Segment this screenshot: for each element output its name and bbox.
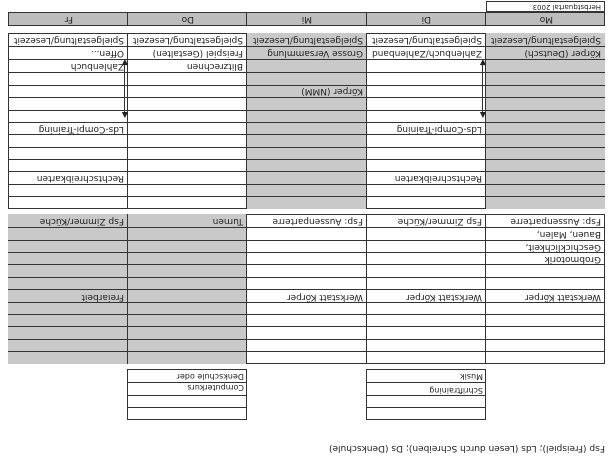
top-box-di-line-2: Schriftraining	[429, 386, 483, 395]
row2-fr: Offen...	[90, 48, 124, 58]
lds-compi-fr: Lds-Compi-Training	[38, 124, 124, 134]
row1-mi: Spielgestaltung/Lesezeit	[252, 35, 363, 45]
afternoon-mo: Fsp: Aussenparterre	[510, 216, 601, 226]
rechtschreib-di: Rechtschreibkarten	[394, 173, 482, 183]
koerper-nmm: Körper (NMM)	[301, 86, 363, 96]
arrowhead-di-bottom-icon: ▼	[479, 58, 486, 67]
mo-extra-3: Grobmotorik	[544, 254, 601, 264]
row1-do: Spielgestaltung/Lesezeit	[132, 35, 243, 45]
afternoon-fr: Fsp Zimmer/Küche	[39, 216, 124, 226]
top-box-di-line-1: Musik	[460, 372, 483, 381]
mo-extra-2: Geschicklichkeit,	[525, 242, 601, 252]
werkstatt-mi: Werkstatt Körper	[286, 292, 363, 302]
arrowhead-fr-bottom-icon: ▼	[121, 58, 128, 67]
arrowhead-fr-icon: ▲	[121, 111, 128, 120]
zahlenbuch-fr: Zahlenbuch	[70, 61, 124, 71]
afternoon-mi: Fsp: Aussenparterre	[272, 216, 363, 226]
row2-do: Freispiel (Gestalten)	[152, 48, 243, 58]
arrow-fr	[124, 63, 125, 115]
day-di: Di	[421, 14, 431, 24]
day-fr: Fr	[64, 14, 73, 24]
document-title: Fsp (Freispiel); Lds (Lesen durch Schreiben); Ds (Denkschule)	[329, 443, 605, 453]
day-do: Do	[181, 14, 194, 24]
top-box-do-line-1: Denkschule oder	[176, 372, 244, 381]
row2-mo: Körper (Deutsch)	[524, 48, 601, 58]
row1-fr: Spielgestaltung/Lesezeit	[13, 35, 124, 45]
arrow-di	[482, 63, 483, 115]
blitzrechnen-do: Blitzrechnen	[186, 61, 243, 71]
arrowhead-di-icon: ▲	[479, 111, 486, 120]
row2-mi: Grosse Versammlung	[267, 48, 363, 58]
afternoon-di: Fsp Zimmer/Küche	[397, 216, 482, 226]
row1-mo: Spielgestaltung/Lesezeit	[490, 35, 601, 45]
top-box-do-line-2: Computerkurs	[187, 383, 244, 392]
freiarbeit-fr: Freiarbeit	[81, 292, 124, 302]
day-mi: Mi	[301, 14, 312, 24]
afternoon-do: Turnen	[212, 216, 243, 226]
row1-di: Spielgestaltung/Lesezeit	[371, 35, 482, 45]
lds-compi-di: Lds-Compi-Training	[396, 124, 482, 134]
werkstatt-di: Werkstatt Körper	[405, 292, 482, 302]
period-label: Herbstquartal 2003	[532, 3, 601, 11]
row2-di: Zahlenbuch/Zahlenband	[372, 48, 482, 58]
werkstatt-mo: Werkstatt Körper	[524, 292, 601, 302]
mo-extra-1: Bauen, Malen,	[536, 229, 601, 239]
day-mo: Mo	[539, 14, 553, 24]
rechtschreib-fr: Rechtschreibkarten	[36, 173, 124, 183]
